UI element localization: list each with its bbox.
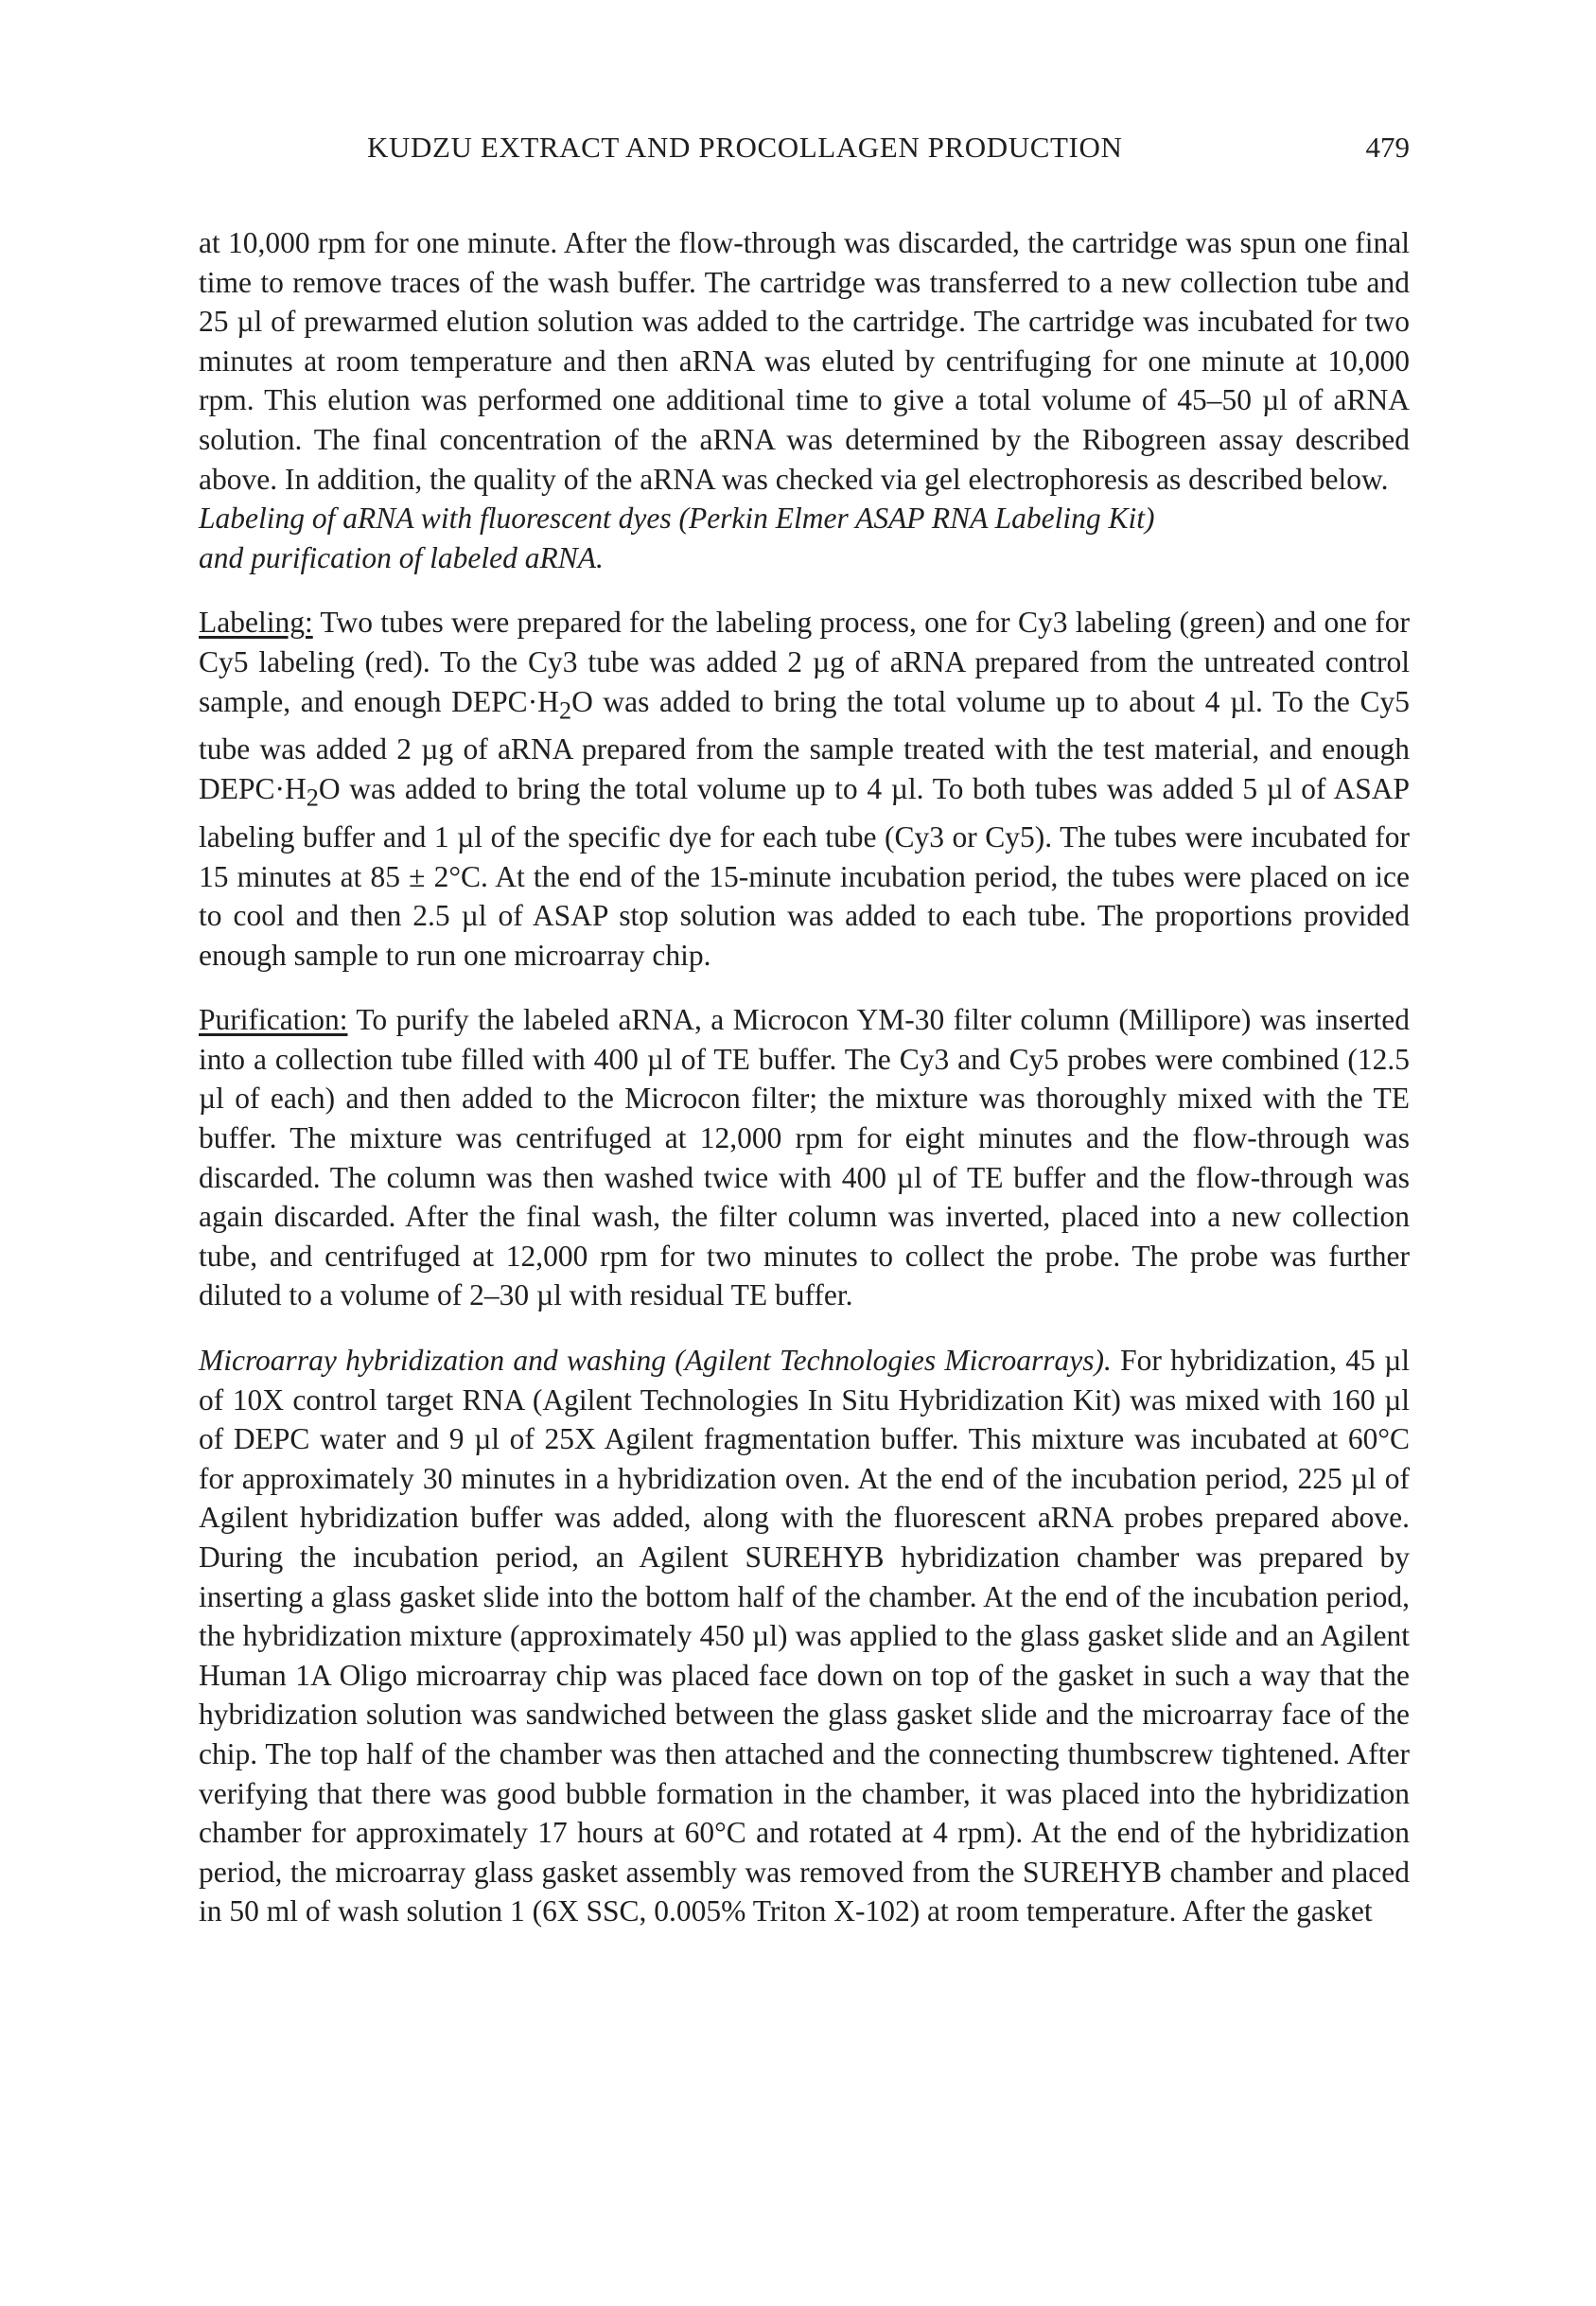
labeling-heading-line1: Labeling of aRNA with fluorescent dyes (Perkin Elmer ASAP RNA Labeling Kit) xyxy=(199,502,1155,536)
labeling-text-part1: Two tubes were prepared for the labeling process, one for Cy3 labeling (green) and one for Cy5 labeling (red). To the Cy3 tube was added 2 µg of aRNA prepared from the untreated control sample, and enough DEPC·H xyxy=(199,606,1410,718)
microarray-paragraph xyxy=(199,1341,1410,1931)
purification-paragraph xyxy=(199,1000,1410,1315)
subscript-2: 2 xyxy=(306,783,319,812)
subscript-2: 2 xyxy=(558,695,572,724)
labeling-paragraph xyxy=(199,603,1410,975)
running-header xyxy=(199,131,1410,172)
labeling-label: Labeling: xyxy=(199,606,313,640)
microarray-text: For hybridization, 45 µl of 10X control target RNA (Agilent Technologies In Situ Hybridization Kit) was mixed with 160 µl of DEPC water and 9 µl of 25X Agilent fragmentation buffer. This mixture was incubated at 60°C for approximately 30 minutes in a hybridization oven. At the end of the incubation period, 225 µl of Agilent hybridization buffer was added, along with the fluorescent aRNA probes prepared above. During the incubation period, an Agilent SUREHYB hybridization chamber was prepared by inserting a glass gasket slide into the bottom half of the chamber. At the end of the incubation period, the hybridization mixture (approximately 450 µl) was applied to the glass gasket slide and an Agilent Human 1A Oligo microarray chip was placed face down on top of the gasket in such a way that the hybridization solution was sandwiched between the glass gasket slide and the microarray face of the chip. The top half of the chamber was then attached and the connecting thumbscrew tightened. After verifying that there was good bubble formation in the chamber, it was placed into the hybridization chamber for approximately 17 hours at 60°C and rotated at 4 rpm). At the end of the hybridization period, the microarray glass gasket assembly was removed from the SUREHYB chamber and placed in 50 ml of wash solution 1 (6X SSC, 0.005% Triton X-102) at room temperature. After the gasket xyxy=(199,1344,1410,1928)
microarray-heading: Microarray hybridization and washing (Agilent Technologies Microarrays). xyxy=(199,1344,1112,1378)
continuation-paragraph: at 10,000 rpm for one minute. After the flow-through was discarded, the cartridge was spun one final time to remove traces of the wash buffer. The cartridge was transferred to a new collection tube and 25 µl of prewarmed elution solution was added to the cartridge. The cartridge was incubated for two minutes at room temperature and then aRNA was eluted by centrifuging for one minute at 10,000 rpm. This elution was performed one additional time to give a total volume of 45–50 µl of aRNA solution. The final concentration of the aRNA was determined by the Ribogreen assay described above. In addition, the quality of the aRNA was checked via gel electrophoresis as described below. xyxy=(199,226,1410,496)
purification-label: Purification: xyxy=(199,1003,348,1037)
running-title: KUDZU EXTRACT AND PROCOLLAGEN PRODUCTION xyxy=(367,131,1123,164)
body-text xyxy=(199,223,1410,1931)
page-number: 479 xyxy=(1365,131,1410,164)
purification-text: To purify the labeled aRNA, a Microcon YM-30 filter column (Millipore) was inserted into a collection tube filled with 400 µl of TE buffer. The Cy3 and Cy5 probes were combined (12.5 µl of each) and then added to the Microcon filter; the mixture was thoroughly mixed with the TE buffer. The mixture was centrifuged at 12,000 rpm for eight minutes and the flow-through was discarded. The column was then washed twice with 400 µl of TE buffer and the flow-through was again discarded. After the final wash, the filter column was inverted, placed into a new collection tube, and centrifuged at 12,000 rpm for two minutes to collect the probe. The probe was further diluted to a volume of 2–30 µl with residual TE buffer. xyxy=(199,1003,1410,1312)
labeling-heading-line2: and purification of labeled aRNA. xyxy=(199,540,604,574)
labeling-text-part2: O was added to bring the total volume up to about 4 µl. To the Cy5 tube was added 2 µg of aRNA prepared from the sample treated with the test material, and enough DEPC·H xyxy=(199,684,1410,806)
labeling-text-part3: O was added to bring the total volume up to 4 µl. To both tubes was added 5 µl of ASAP labeling buffer and 1 µl of the specific dye for each tube (Cy3 or Cy5). The tubes were incubated for 15 minutes at 85 ± 2°C. At the end of the 15-minute incubation period, the tubes were placed on ice to cool and then 2.5 µl of ASAP stop solution was added to each tube. The proportions provided enough sample to run one microarray chip. xyxy=(199,772,1410,972)
labeling-section-heading xyxy=(199,499,1410,577)
